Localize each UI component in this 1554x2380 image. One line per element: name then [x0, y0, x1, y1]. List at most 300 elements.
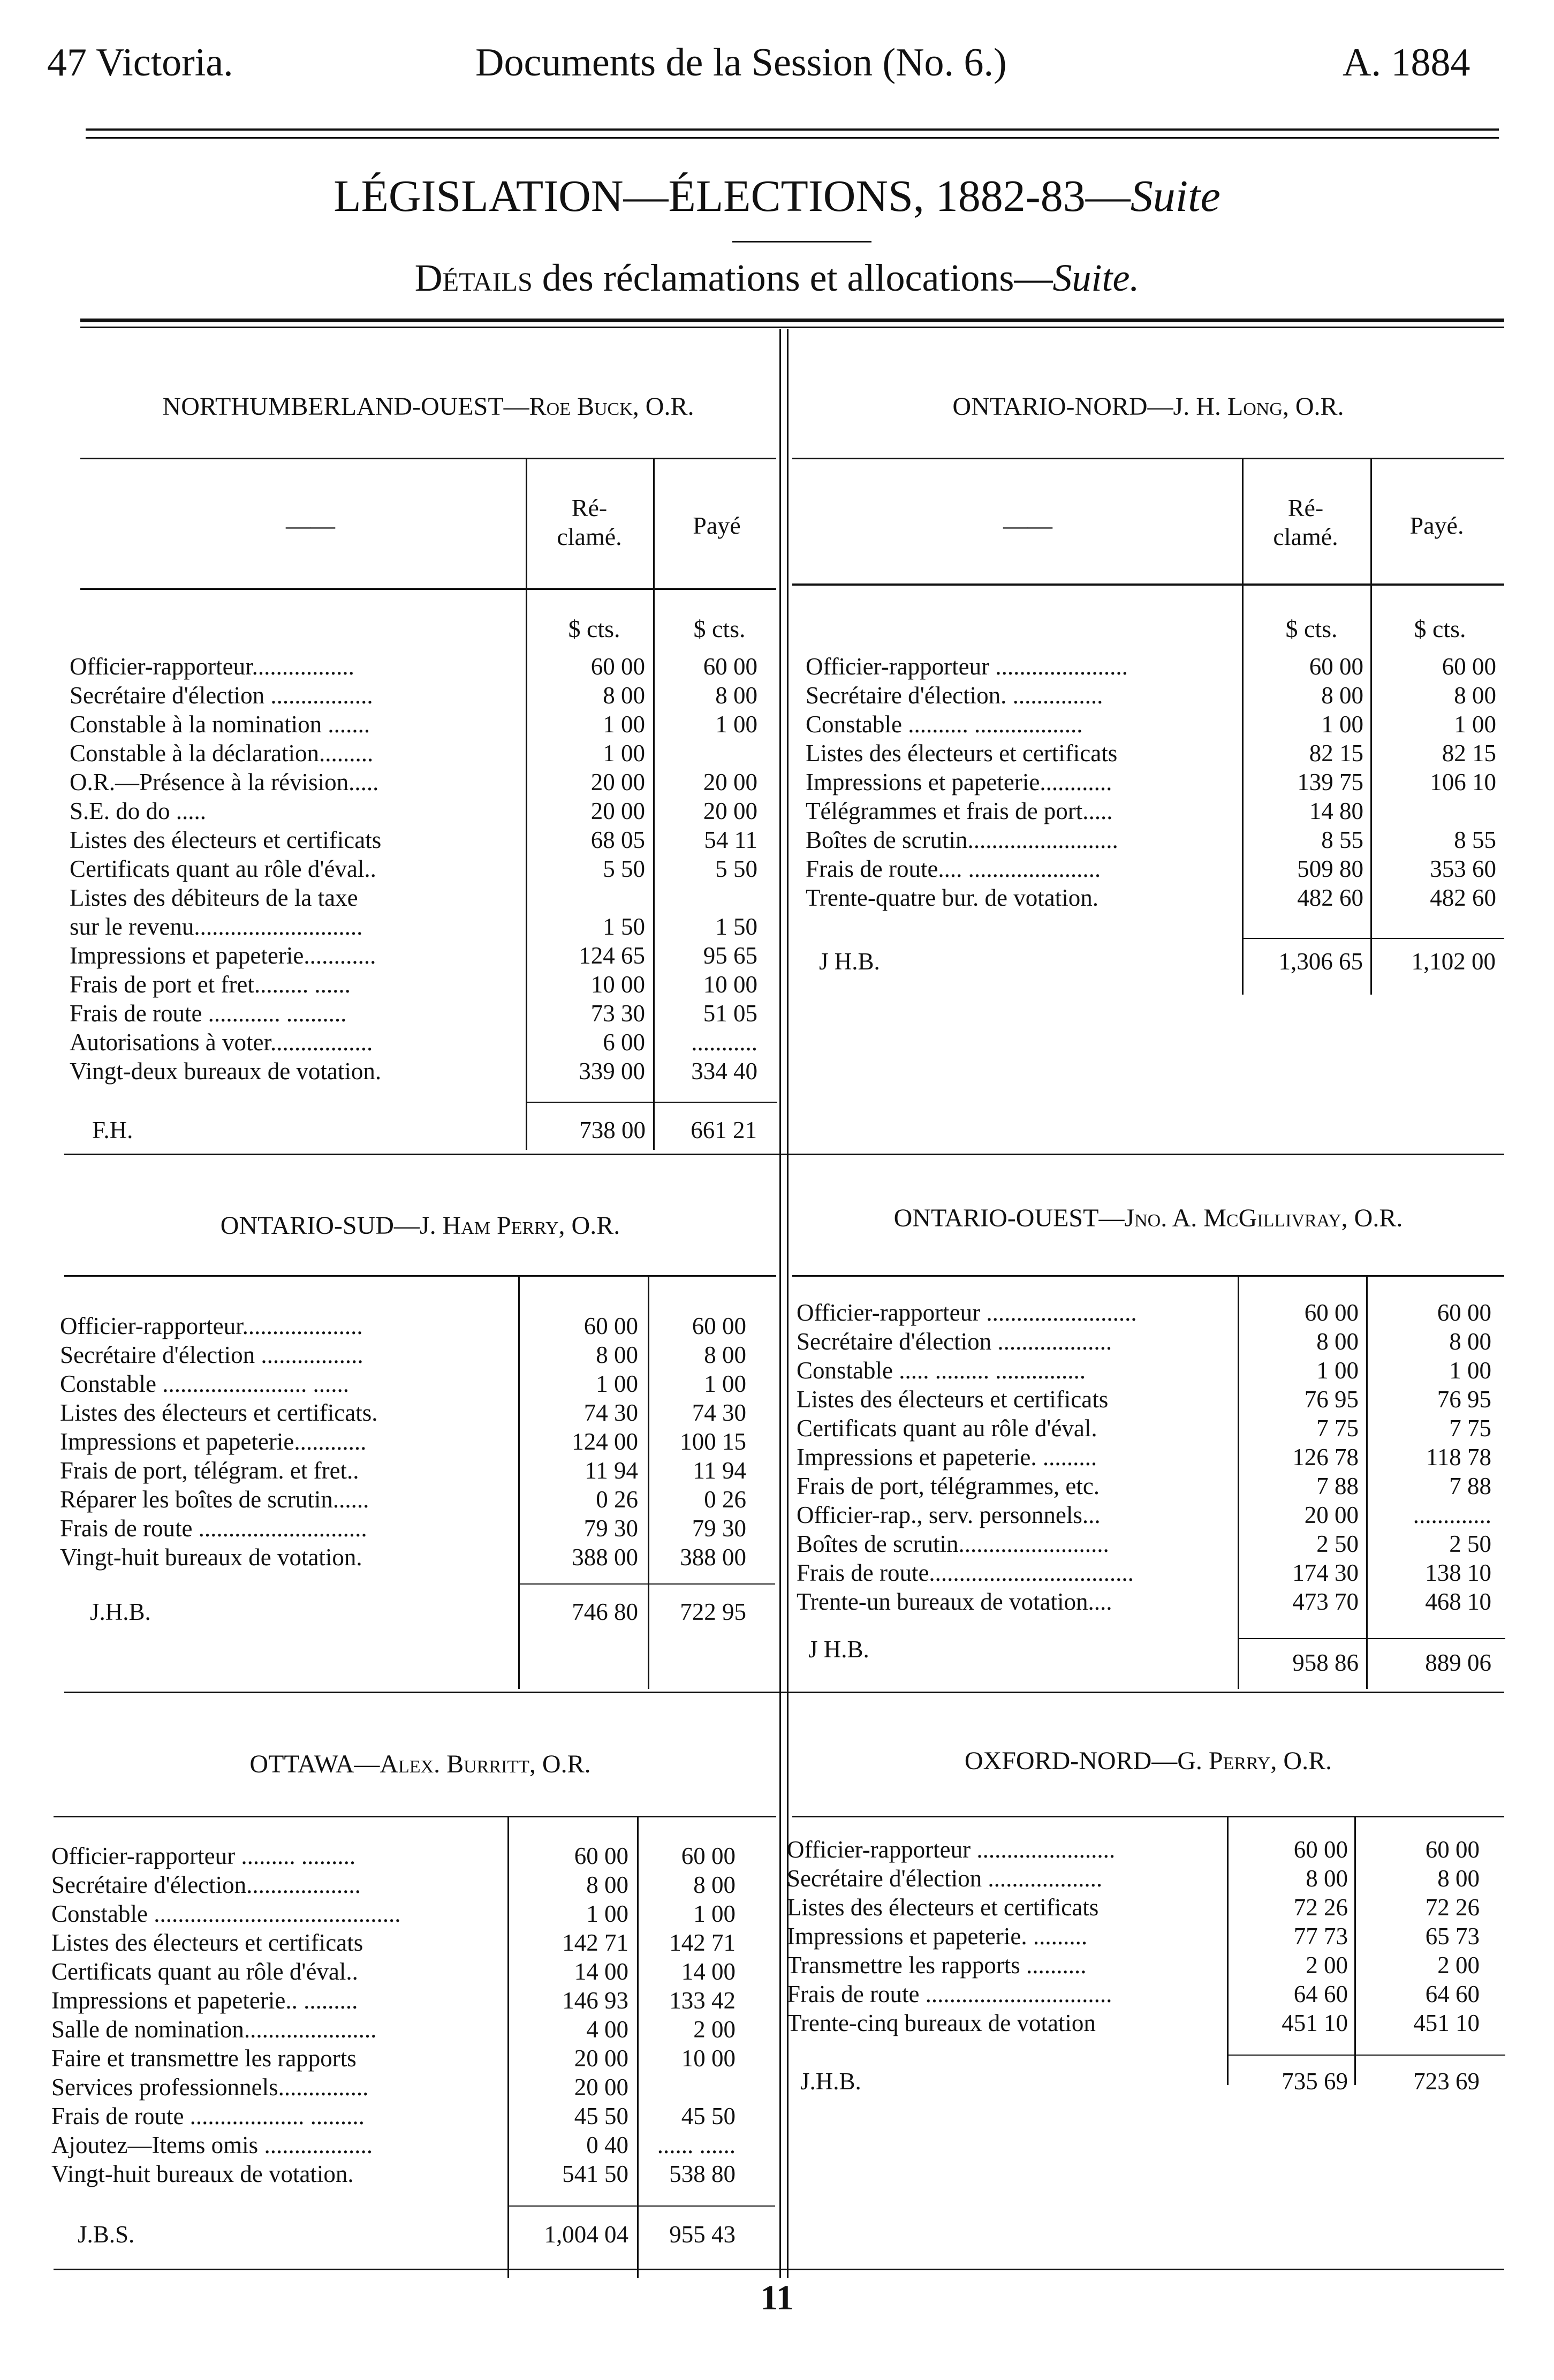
os-row-reclame: 8 00: [596, 1341, 638, 1368]
oo-row-reclame: 2 50: [1316, 1530, 1359, 1557]
ox-total-paye: 723 69: [1413, 2068, 1480, 2095]
oo-row-reclame: 8 00: [1316, 1328, 1359, 1355]
page-subtitle-suite: Suite.: [1052, 256, 1140, 299]
nh-row-label: Constable à la nomination .......: [70, 711, 370, 738]
ot-row-paye: 60 00: [681, 1843, 736, 1869]
table-row: [51, 1870, 774, 1899]
rule-oo-1: [792, 1275, 1504, 1277]
table-row: [51, 1928, 774, 1957]
table-row: [51, 1899, 774, 1928]
ot-row-reclame: 20 00: [574, 2045, 628, 2072]
on-cts-1: $ cts.: [1285, 615, 1338, 642]
ot-row-reclame: 8 00: [586, 1871, 628, 1898]
ot-row-label: Frais de route ................... .........: [51, 2103, 365, 2129]
table-row: [806, 652, 1502, 681]
table-row: [51, 2159, 774, 2188]
table-row: [51, 2015, 774, 2044]
center-divider-a: [779, 329, 781, 2278]
ox-row-paye: 72 26: [1425, 1894, 1480, 1921]
table-row: [797, 1414, 1503, 1443]
table-row: [70, 970, 782, 999]
nh-row-reclame: 8 00: [603, 682, 645, 709]
os-row-label: Officier-rapporteur....................: [60, 1313, 363, 1339]
oo-row-label: Constable ..... ......... ...............: [797, 1357, 1086, 1384]
rule-ot-1: [54, 1816, 776, 1817]
table-row: [787, 1980, 1504, 2008]
ot-row-reclame: 0 40: [586, 2132, 628, 2158]
table-northumberland: [70, 652, 782, 1086]
header-rule-bottom: [86, 137, 1499, 139]
header-left: 47 Victoria.: [47, 41, 233, 85]
ox-row-paye: 65 73: [1425, 1923, 1480, 1950]
table-row: [51, 2044, 774, 2073]
subtitle-rule-bottom: [80, 327, 1504, 328]
os-row-label: Vingt-huit bureaux de votation.: [60, 1544, 362, 1571]
ot-row-paye: 1 00: [693, 1900, 736, 1927]
rule-ox-total: [1227, 2055, 1505, 2056]
oo-row-reclame: 7 75: [1316, 1415, 1359, 1442]
nh-row-reclame: 73 30: [590, 1000, 645, 1027]
table-row: [51, 1957, 774, 1986]
nh-row-label: Listes des électeurs et certificats: [70, 827, 382, 853]
nh-row-label: Frais de port et fret......... ......: [70, 971, 351, 998]
rule-os-1: [64, 1275, 776, 1277]
table-row: [60, 1398, 777, 1427]
table-row: [70, 681, 782, 710]
table-ontario-sud: [60, 1312, 777, 1572]
section-title-district: ONTARIO-OUEST—: [893, 1204, 1125, 1232]
section-title-officer: Roe Buck, O.R.: [529, 392, 694, 421]
table-row: [797, 1298, 1503, 1327]
section-title-officer: Jno. A. McGillivray, O.R.: [1124, 1204, 1403, 1232]
os-row-label: Frais de route ............................: [60, 1515, 367, 1542]
ot-row-reclame: 1 00: [586, 1900, 628, 1927]
oo-row-reclame: 473 70: [1292, 1588, 1359, 1615]
on-row-label: Télégrammes et frais de port.....: [806, 798, 1113, 824]
table-row: [70, 999, 782, 1028]
rule-os-total: [518, 1583, 775, 1585]
on-row-paye: 60 00: [1442, 653, 1496, 680]
page-title: [0, 170, 1554, 222]
oo-row-paye: 1 00: [1449, 1357, 1491, 1384]
oo-row-paye: 7 88: [1449, 1473, 1491, 1499]
table-row: [787, 1922, 1504, 1951]
os-row-reclame: 1 00: [596, 1370, 638, 1397]
nh-row-reclame: 68 05: [590, 827, 645, 853]
os-signature: J.H.B.: [90, 1598, 151, 1625]
rule-on-total: [1242, 938, 1504, 939]
nh-row-paye: 1 00: [715, 711, 757, 738]
os-row-paye: 8 00: [704, 1341, 746, 1368]
table-row: [60, 1340, 777, 1369]
os-row-paye: 79 30: [692, 1515, 746, 1542]
on-head-dash: ——: [1003, 512, 1052, 539]
table-row: [70, 1057, 782, 1086]
nh-cts-2: $ cts.: [693, 615, 746, 642]
os-total-paye: 722 95: [680, 1598, 746, 1625]
on-row-reclame: 8 00: [1321, 682, 1363, 709]
on-row-reclame: 60 00: [1309, 653, 1363, 680]
ox-row-label: Transmettre les rapports ..........: [787, 1952, 1087, 1979]
ox-row-reclame: 451 10: [1282, 2010, 1348, 2036]
table-row: [60, 1514, 777, 1543]
table-row: [70, 912, 782, 941]
os-row-reclame: 0 26: [596, 1486, 638, 1513]
nh-row-paye: 334 40: [691, 1058, 757, 1085]
on-row-paye: 482 60: [1430, 884, 1496, 911]
table-row: [51, 2102, 774, 2131]
table-row: [806, 797, 1502, 825]
table-row: [797, 1558, 1503, 1587]
section-title-northumberland: [80, 392, 776, 421]
table-ontario-ouest: [797, 1298, 1503, 1616]
table-row: [70, 1028, 782, 1057]
page-title-suite: Suite: [1130, 171, 1221, 221]
table-row: [51, 2131, 774, 2159]
nh-row-reclame: 60 00: [590, 653, 645, 680]
on-row-reclame: 139 75: [1297, 769, 1363, 795]
oo-row-reclame: 1 00: [1316, 1357, 1359, 1384]
oo-row-label: Impressions et papeterie. .........: [797, 1444, 1097, 1471]
nh-row-reclame: 20 00: [590, 769, 645, 795]
on-row-label: Officier-rapporteur ......................: [806, 653, 1128, 680]
nh-row-reclame: 1 00: [603, 740, 645, 767]
on-row-reclame: 8 55: [1321, 827, 1363, 853]
ot-row-label: Certificats quant au rôle d'éval..: [51, 1958, 358, 1985]
on-row-label: Trente-quatre bur. de votation.: [806, 884, 1098, 911]
ot-row-paye: 10 00: [681, 2045, 736, 2072]
nh-row-label: Autorisations à voter.................: [70, 1029, 373, 1056]
ox-row-paye: 64 60: [1425, 1981, 1480, 2007]
table-row: [797, 1443, 1503, 1472]
nh-head-dash: ——: [286, 512, 335, 539]
os-row-label: Secrétaire d'élection .................: [60, 1341, 363, 1368]
table-row: [70, 797, 782, 825]
ot-row-label: Secrétaire d'élection...................: [51, 1871, 361, 1898]
on-row-paye: 1 00: [1454, 711, 1496, 738]
ot-row-label: Vingt-huit bureaux de votation.: [51, 2161, 354, 2187]
section-title-ontario-nord: [792, 392, 1504, 421]
nh-row-reclame: 10 00: [590, 971, 645, 998]
ot-row-label: Listes des électeurs et certificats: [51, 1929, 363, 1956]
table-row: [806, 825, 1502, 854]
rule-row2-bottom: [64, 1692, 1504, 1693]
table-row: [787, 1893, 1504, 1922]
rule-on-2: [792, 583, 1504, 586]
table-row: [806, 768, 1502, 797]
section-title-district: OXFORD-NORD—: [964, 1747, 1178, 1775]
rule-on-1: [792, 458, 1504, 459]
nh-row-reclame: 1 00: [603, 711, 645, 738]
ot-row-reclame: 142 71: [562, 1929, 628, 1956]
header-rule-top: [86, 128, 1499, 131]
nh-row-label: Impressions et papeterie............: [70, 942, 376, 969]
ot-row-label: Constable .........................................: [51, 1900, 401, 1927]
table-row: [60, 1456, 777, 1485]
nh-row-reclame: 124 65: [579, 942, 645, 969]
oo-row-reclame: 174 30: [1292, 1559, 1359, 1586]
nh-row-paye: 10 00: [703, 971, 757, 998]
rule-ot-total: [507, 2205, 775, 2207]
os-row-reclame: 74 30: [583, 1399, 638, 1426]
os-row-label: Frais de port, télégram. et fret..: [60, 1457, 359, 1484]
nh-row-reclame: 20 00: [590, 798, 645, 824]
table-oxford-nord: [787, 1835, 1504, 2037]
ox-row-label: Listes des électeurs et certificats: [787, 1894, 1099, 1921]
oo-row-label: Boîtes de scrutin.........................: [797, 1530, 1109, 1557]
oo-row-label: Officier-rap., serv. personnels...: [797, 1502, 1101, 1528]
on-row-paye: 353 60: [1430, 855, 1496, 882]
os-row-paye: 60 00: [692, 1313, 746, 1339]
ox-row-label: Impressions et papeterie. .........: [787, 1923, 1088, 1950]
nh-row-paye: 60 00: [703, 653, 757, 680]
table-row: [70, 652, 782, 681]
ot-total-paye: 955 43: [669, 2221, 736, 2248]
table-row: [797, 1385, 1503, 1414]
on-row-paye: 8 55: [1454, 827, 1496, 853]
ox-row-label: Secrétaire d'élection ...................: [787, 1865, 1103, 1892]
nh-head-paye: Payé: [693, 512, 741, 539]
table-ontario-nord: [806, 652, 1502, 912]
table-row: [797, 1472, 1503, 1500]
table-row: [70, 883, 782, 912]
on-row-label: Impressions et papeterie............: [806, 769, 1112, 795]
on-row-label: Listes des électeurs et certificats: [806, 740, 1118, 767]
header-center: Documents de la Session (No. 6.): [475, 41, 1007, 85]
os-row-label: Listes des électeurs et certificats.: [60, 1399, 378, 1426]
ot-row-paye: 133 42: [669, 1987, 736, 2014]
ox-row-paye: 60 00: [1425, 1836, 1480, 1863]
on-row-label: Frais de route.... ......................: [806, 855, 1101, 882]
section-title-oxford-nord: [792, 1746, 1504, 1776]
nh-row-paye: 8 00: [715, 682, 757, 709]
nh-row-paye: 95 65: [703, 942, 757, 969]
on-row-paye: 8 00: [1454, 682, 1496, 709]
on-row-label: Boîtes de scrutin.........................: [806, 827, 1118, 853]
table-row: [797, 1587, 1503, 1616]
os-total-reclame: 746 80: [572, 1598, 638, 1625]
on-signature: J H.B.: [819, 948, 880, 975]
ox-row-reclame: 64 60: [1293, 1981, 1348, 2007]
nh-row-paye: 54 11: [704, 827, 757, 853]
page-subtitle-text: des réclamations et allocations—: [532, 256, 1053, 299]
ox-row-reclame: 77 73: [1293, 1923, 1348, 1950]
section-title-officer: J. H. Long, O.R.: [1173, 392, 1344, 421]
ot-row-reclame: 60 00: [574, 1843, 628, 1869]
nh-row-reclame: 5 50: [603, 855, 645, 882]
table-row: [51, 2073, 774, 2102]
rule-nh-1: [80, 458, 776, 459]
page-subtitle: [0, 256, 1554, 300]
os-row-reclame: 11 94: [585, 1457, 638, 1484]
ox-row-paye: 2 00: [1437, 1952, 1480, 1979]
table-row: [806, 710, 1502, 739]
nh-row-label: Secrétaire d'élection .................: [70, 682, 373, 709]
on-row-paye: 106 10: [1430, 769, 1496, 795]
rule-ox-1: [792, 1816, 1504, 1817]
table-row: [70, 739, 782, 768]
ox-total-reclame: 735 69: [1282, 2068, 1348, 2095]
on-row-reclame: 14 80: [1309, 798, 1363, 824]
section-title-district: ONTARIO-NORD—: [952, 392, 1173, 421]
rule-row1-bottom: [64, 1154, 1504, 1155]
oo-row-label: Trente-un bureaux de votation....: [797, 1588, 1112, 1615]
ox-row-reclame: 2 00: [1306, 1952, 1348, 1979]
oo-row-paye: .............: [1413, 1502, 1491, 1528]
nh-signature: F.H.: [92, 1117, 133, 1143]
nh-row-label: Officier-rapporteur.................: [70, 653, 354, 680]
nh-row-paye: 20 00: [703, 798, 757, 824]
rule-nh-total: [526, 1102, 777, 1103]
nh-row-paye: 1 50: [715, 913, 757, 940]
os-row-paye: 0 26: [704, 1486, 746, 1513]
oo-row-paye: 138 10: [1425, 1559, 1491, 1586]
ot-row-reclame: 14 00: [574, 1958, 628, 1985]
section-title-ontario-sud: [64, 1211, 776, 1240]
table-row: [51, 1986, 774, 2015]
ot-row-paye: 14 00: [681, 1958, 736, 1985]
ot-row-paye: 538 80: [669, 2161, 736, 2187]
ot-signature: J.B.S.: [78, 2221, 135, 2248]
ox-row-label: Trente-cinq bureaux de votation: [787, 2010, 1096, 2036]
ot-row-reclame: 20 00: [574, 2074, 628, 2101]
on-row-reclame: 82 15: [1309, 740, 1363, 767]
section-title-ottawa: [64, 1749, 776, 1779]
table-row: [787, 2008, 1504, 2037]
title-short-rule: [732, 241, 871, 242]
table-row: [70, 710, 782, 739]
oo-row-paye: 468 10: [1425, 1588, 1491, 1615]
table-row: [60, 1485, 777, 1514]
nh-total-paye: 661 21: [691, 1117, 757, 1143]
oo-row-paye: 7 75: [1449, 1415, 1491, 1442]
ox-signature: J.H.B.: [800, 2068, 861, 2095]
ot-row-paye: 45 50: [681, 2103, 736, 2129]
ot-row-reclame: 4 00: [586, 2016, 628, 2043]
oo-row-paye: 60 00: [1437, 1299, 1491, 1326]
table-row: [797, 1500, 1503, 1529]
on-row-reclame: 1 00: [1321, 711, 1363, 738]
ot-row-label: Impressions et papeterie.. .........: [51, 1987, 358, 2014]
table-row: [70, 768, 782, 797]
section-title-officer: Alex. Burritt, O.R.: [380, 1750, 591, 1778]
section-title-district: ONTARIO-SUD—: [220, 1211, 420, 1240]
oo-row-label: Certificats quant au rôle d'éval.: [797, 1415, 1097, 1442]
os-row-label: Réparer les boîtes de scrutin......: [60, 1486, 369, 1513]
oo-signature: J H.B.: [808, 1636, 869, 1663]
on-head-paye: Payé.: [1409, 512, 1464, 539]
oo-row-reclame: 60 00: [1304, 1299, 1359, 1326]
ot-row-paye: 142 71: [669, 1929, 736, 1956]
nh-row-paye: ...........: [691, 1029, 757, 1056]
nh-row-label: sur le revenu............................: [70, 913, 363, 940]
table-row: [806, 854, 1502, 883]
rule-bottom: [54, 2269, 1504, 2270]
on-row-label: Constable .......... ..................: [806, 711, 1083, 738]
table-row: [806, 681, 1502, 710]
nh-cts-1: $ cts.: [568, 615, 620, 642]
oo-row-reclame: 7 88: [1316, 1473, 1359, 1499]
on-row-reclame: 482 60: [1297, 884, 1363, 911]
ot-row-label: Ajoutez—Items omis ..................: [51, 2132, 373, 2158]
subtitle-rule-top: [80, 319, 1504, 322]
table-row: [51, 1841, 774, 1870]
rule-oo-total: [1238, 1638, 1505, 1639]
oo-row-reclame: 76 95: [1304, 1386, 1359, 1413]
os-row-paye: 100 15: [680, 1428, 746, 1455]
os-row-label: Impressions et papeterie............: [60, 1428, 367, 1455]
table-row: [806, 883, 1502, 912]
oo-row-paye: 8 00: [1449, 1328, 1491, 1355]
oo-row-label: Secrétaire d'élection ...................: [797, 1328, 1112, 1355]
nh-row-label: S.E. do do .....: [70, 798, 207, 824]
nh-row-label: Vingt-deux bureaux de votation.: [70, 1058, 382, 1085]
os-row-reclame: 79 30: [583, 1515, 638, 1542]
oo-row-paye: 76 95: [1437, 1386, 1491, 1413]
table-row: [787, 1835, 1504, 1864]
oo-row-label: Frais de route..................................: [797, 1559, 1134, 1586]
on-total-paye: 1,102 00: [1411, 948, 1496, 975]
ot-row-label: Services professionnels...............: [51, 2074, 369, 2101]
os-row-paye: 1 00: [704, 1370, 746, 1397]
ox-row-reclame: 8 00: [1306, 1865, 1348, 1892]
table-row: [60, 1543, 777, 1572]
ox-row-reclame: 60 00: [1293, 1836, 1348, 1863]
oo-row-label: Listes des électeurs et certificats: [797, 1386, 1109, 1413]
on-cts-2: $ cts.: [1414, 615, 1466, 642]
table-row: [70, 854, 782, 883]
nh-row-reclame: 6 00: [603, 1029, 645, 1056]
on-total-reclame: 1,306 65: [1278, 948, 1363, 975]
ox-row-label: Frais de route ...............................: [787, 1981, 1112, 2007]
nh-row-label: O.R.—Présence à la révision.....: [70, 769, 379, 795]
os-row-reclame: 60 00: [583, 1313, 638, 1339]
ot-row-label: Salle de nomination......................: [51, 2016, 377, 2043]
nh-row-reclame: 339 00: [579, 1058, 645, 1085]
on-row-paye: 82 15: [1442, 740, 1496, 767]
ot-row-label: Officier-rapporteur ......... .........: [51, 1843, 356, 1869]
os-row-reclame: 388 00: [572, 1544, 638, 1571]
table-row: [806, 739, 1502, 768]
table-row: [797, 1529, 1503, 1558]
table-row: [60, 1427, 777, 1456]
ot-row-reclame: 45 50: [574, 2103, 628, 2129]
oo-row-reclame: 126 78: [1292, 1444, 1359, 1471]
header-right: A. 1884: [1343, 41, 1470, 85]
oo-row-reclame: 20 00: [1304, 1502, 1359, 1528]
table-row: [797, 1356, 1503, 1385]
ot-row-reclame: 146 93: [562, 1987, 628, 2014]
ox-row-label: Officier-rapporteur .......................: [787, 1836, 1116, 1863]
nh-row-label: Certificats quant au rôle d'éval..: [70, 855, 376, 882]
table-row: [60, 1312, 777, 1340]
ox-row-reclame: 72 26: [1293, 1894, 1348, 1921]
on-row-reclame: 509 80: [1297, 855, 1363, 882]
os-row-paye: 388 00: [680, 1544, 746, 1571]
table-row: [60, 1369, 777, 1398]
nh-row-paye: 51 05: [703, 1000, 757, 1027]
os-row-paye: 74 30: [692, 1399, 746, 1426]
ot-row-paye: 2 00: [693, 2016, 736, 2043]
ox-row-paye: 8 00: [1437, 1865, 1480, 1892]
os-row-paye: 11 94: [693, 1457, 746, 1484]
section-title-district: OTTAWA—: [249, 1750, 380, 1778]
ot-row-label: Faire et transmettre les rapports: [51, 2045, 357, 2072]
table-row: [797, 1327, 1503, 1356]
nh-row-label: Frais de route ............ ..........: [70, 1000, 347, 1027]
nh-row-reclame: 1 50: [603, 913, 645, 940]
ot-row-reclame: 541 50: [562, 2161, 628, 2187]
